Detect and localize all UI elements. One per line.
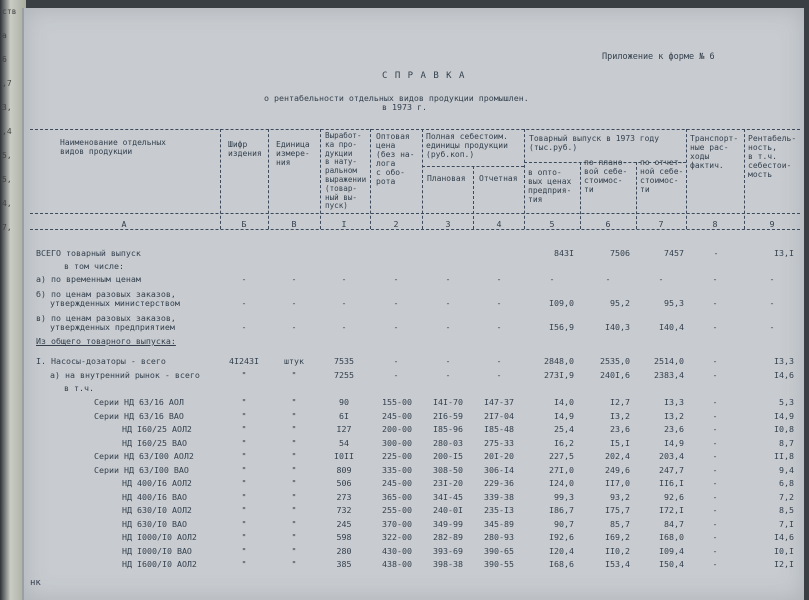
row-cell-c4: 275-33 bbox=[484, 437, 514, 448]
row-cell-unit: " bbox=[291, 532, 297, 542]
row-cell-c3: 398-38 bbox=[433, 559, 463, 569]
row-cell-c2: 430-00 bbox=[382, 545, 412, 556]
row-cell-c4: 345-89 bbox=[484, 518, 514, 529]
row-cell-c2: 255-00 bbox=[382, 505, 412, 515]
row-cell-c5: 227,5 bbox=[549, 451, 574, 461]
row-cell-c5: I86,7 bbox=[549, 505, 574, 515]
row-cell-c1: 6I bbox=[339, 410, 349, 421]
col-divider bbox=[220, 129, 221, 229]
total-c5: 843I bbox=[554, 248, 574, 258]
document-title: С П Р А В К А bbox=[382, 71, 466, 81]
row-cell-c3: 393-69 bbox=[433, 545, 463, 556]
dash-cell: - bbox=[496, 322, 502, 332]
index-cell: 5 bbox=[549, 219, 555, 229]
row-cell-code: " bbox=[241, 464, 247, 475]
row-cell-c7: II6,I bbox=[659, 478, 684, 488]
index-cell: 9 bbox=[769, 219, 775, 229]
row-cell-c4: 280-93 bbox=[484, 532, 514, 542]
row-cell-c7: 23,6 bbox=[664, 424, 684, 434]
domestic-unit: " bbox=[291, 370, 297, 380]
edge-fragment: 6 bbox=[2, 55, 7, 64]
row-cell-code: " bbox=[241, 491, 247, 502]
row-cell-c7: I4,9 bbox=[664, 437, 684, 448]
row-cell-c8: - bbox=[712, 451, 718, 461]
ministry-c7: 95,3 bbox=[664, 298, 684, 308]
dash-cell: - bbox=[393, 370, 399, 380]
row-cell-c4: 390-55 bbox=[484, 559, 514, 569]
row-cell-c2: 245-00 bbox=[382, 478, 412, 488]
dash-cell: - bbox=[341, 298, 347, 308]
row-cell-unit: " bbox=[291, 451, 297, 461]
row-cell-c3: 240-0I bbox=[433, 505, 463, 515]
total-output-label: ВСЕГО товарный выпуск bbox=[36, 248, 141, 258]
edge-fragment: 7, bbox=[2, 223, 12, 232]
col-header-output-group: Товарный выпуск в 1973 году (тыс.руб.) bbox=[529, 134, 660, 152]
row-cell-c1: 732 bbox=[336, 505, 352, 515]
appendix-note: Приложение к форме № 6 bbox=[602, 52, 715, 62]
col-header-9: Рентабель- ность, в т.ч. себестои- мость bbox=[748, 134, 797, 179]
row-cell-c6: 23,6 bbox=[610, 424, 630, 434]
dash-cell: - bbox=[241, 298, 247, 308]
row-cell-c1: 273 bbox=[336, 491, 352, 502]
edge-fragment: 5, bbox=[2, 175, 12, 184]
row-cell-unit: " bbox=[291, 505, 297, 515]
dash-cell: - bbox=[241, 274, 247, 284]
row-cell-c3: I4I-70 bbox=[433, 397, 463, 407]
row-cell-code: " bbox=[241, 424, 247, 434]
col-divider bbox=[580, 162, 581, 229]
row-cell-c2: 300-00 bbox=[382, 437, 412, 448]
row-cell-c8: - bbox=[712, 518, 718, 529]
row-product-name: НД I60/25 АОЛ2 bbox=[122, 424, 192, 434]
total-c7: 7457 bbox=[664, 248, 684, 258]
row-cell-c1: 54 bbox=[339, 437, 349, 448]
dash-cell: - bbox=[496, 274, 502, 284]
pumps-c7: 2514,0 bbox=[654, 356, 684, 366]
edge-fragment: 5, bbox=[2, 151, 12, 160]
row-cell-c7: I68,0 bbox=[659, 532, 684, 542]
row-cell-c3: 308-50 bbox=[433, 464, 463, 475]
row-cell-c1: 809 bbox=[336, 464, 352, 475]
row-cell-c9: I4,9 bbox=[774, 410, 794, 421]
col-header-8: Транспорт- ные рас- ходы фактич. bbox=[690, 134, 739, 170]
index-cell: 8 bbox=[712, 219, 718, 229]
row-cell-c8: - bbox=[712, 532, 718, 542]
row-cell-c9: 6,8 bbox=[779, 478, 794, 488]
total-c8: - bbox=[713, 248, 719, 258]
row-cell-c1: 598 bbox=[336, 532, 352, 542]
row-cell-unit: " bbox=[291, 410, 297, 421]
row-cell-c6: II7,0 bbox=[605, 478, 630, 488]
row-cell-c6: 202,4 bbox=[605, 451, 630, 461]
row-cell-c5: 90,7 bbox=[554, 518, 574, 529]
header-bottom-rule bbox=[30, 213, 800, 214]
dash-cell: - bbox=[393, 322, 399, 332]
row-cell-c6: I2,7 bbox=[610, 397, 630, 407]
dash-cell: - bbox=[712, 298, 718, 308]
row-cell-c7: I3,3 bbox=[664, 397, 684, 407]
row-product-name: Серии НД 63/16 АОЛ bbox=[94, 397, 184, 407]
row-cell-c2: 438-00 bbox=[382, 559, 412, 569]
dash-cell: - bbox=[393, 274, 399, 284]
ministry-prices-label: б) по ценам разовых заказов, bbox=[36, 289, 176, 299]
row-cell-c3: 282-89 bbox=[433, 532, 463, 542]
edge-fragment: а bbox=[2, 31, 7, 40]
row-product-name: НД 400/I6 АОЛ2 bbox=[122, 478, 192, 488]
dash-cell: - bbox=[445, 298, 451, 308]
row-product-name: Серии НД 63/I00 ВАО bbox=[94, 464, 189, 475]
pumps-code: 4I243I bbox=[229, 356, 259, 366]
domestic-c9: I4,6 bbox=[774, 370, 794, 380]
row-cell-c7: I09,4 bbox=[659, 545, 684, 556]
row-cell-c8: - bbox=[712, 397, 718, 407]
row-cell-c3: 200-I5 bbox=[433, 451, 463, 461]
row-cell-c8: - bbox=[712, 505, 718, 515]
row-cell-c5: I24,0 bbox=[549, 478, 574, 488]
row-product-name: НД I000/I0 АОЛ2 bbox=[122, 532, 197, 542]
dash-cell: - bbox=[605, 274, 611, 284]
row-cell-c8: - bbox=[712, 424, 718, 434]
dash-cell: - bbox=[445, 370, 451, 380]
row-cell-c1: I27 bbox=[336, 424, 352, 434]
row-cell-c7: 203,4 bbox=[659, 451, 684, 461]
row-cell-unit: " bbox=[291, 491, 297, 502]
total-c9: I3,I bbox=[774, 248, 794, 258]
col-header-3: Плановая bbox=[427, 174, 466, 183]
row-cell-c1: 280 bbox=[336, 545, 352, 556]
enterprise-c5: I56,9 bbox=[549, 322, 574, 332]
col-header-6: по плано- вой себе- стоимос- ти bbox=[584, 158, 628, 194]
index-cell: 3 bbox=[445, 219, 451, 229]
row-cell-c8: - bbox=[712, 545, 718, 556]
dash-cell: - bbox=[445, 274, 451, 284]
row-cell-c5: 99,3 bbox=[554, 491, 574, 502]
dash-cell: - bbox=[496, 370, 502, 380]
row-cell-c4: 229-36 bbox=[484, 478, 514, 488]
index-cell: 6 bbox=[605, 219, 611, 229]
row-cell-c4: I47-37 bbox=[484, 397, 514, 407]
row-cell-c9: 8,5 bbox=[779, 505, 794, 515]
dash-cell: - bbox=[658, 274, 664, 284]
row-cell-c4: 20I-20 bbox=[484, 451, 514, 461]
including-short-label: в т.ч. bbox=[64, 383, 94, 393]
row-cell-c8: - bbox=[712, 437, 718, 448]
col-divider bbox=[636, 162, 637, 229]
pumps-total-label: I. Насосы-дозаторы - всего bbox=[36, 356, 166, 366]
row-cell-c1: 506 bbox=[336, 478, 352, 488]
table-top-rule bbox=[30, 129, 800, 130]
row-cell-c4: 306-I4 bbox=[484, 464, 514, 475]
row-cell-c6: I5,I bbox=[610, 437, 630, 448]
row-cell-code: " bbox=[241, 397, 247, 407]
row-cell-c7: I3,2 bbox=[664, 410, 684, 421]
row-cell-c4: I85-48 bbox=[484, 424, 514, 434]
row-cell-c2: 365-00 bbox=[382, 491, 412, 502]
row-cell-c6: I69,2 bbox=[605, 532, 630, 542]
row-cell-c5: 27I,0 bbox=[549, 464, 574, 475]
row-cell-c8: - bbox=[712, 410, 718, 421]
dash-cell: - bbox=[291, 298, 297, 308]
row-cell-c9: 5,3 bbox=[779, 397, 794, 407]
row-cell-unit: " bbox=[291, 464, 297, 475]
enterprise-c6: I40,3 bbox=[605, 322, 630, 332]
row-cell-c9: I0,I bbox=[774, 545, 794, 556]
edge-fragment: 4, bbox=[2, 199, 12, 208]
row-cell-code: " bbox=[241, 518, 247, 529]
enterprise-prices-label: в) по ценам разовых заказов, bbox=[36, 313, 176, 323]
row-cell-c8: - bbox=[712, 559, 718, 569]
row-cell-c9: 7,I bbox=[779, 518, 794, 529]
from-total-heading: Из общего товарного выпуска: bbox=[36, 336, 176, 346]
domestic-c8: - bbox=[712, 370, 718, 380]
document-subtitle: о рентабельности отдельных видов продукции промышлен. bbox=[264, 93, 529, 103]
row-cell-c4: 339-38 bbox=[484, 491, 514, 502]
row-cell-c5: 25,4 bbox=[554, 424, 574, 434]
col-divider bbox=[744, 129, 745, 229]
index-cell: А bbox=[121, 219, 127, 229]
col-divider bbox=[686, 129, 687, 229]
col-header-unit: Единица измере- ния bbox=[276, 140, 310, 167]
row-cell-code: " bbox=[241, 437, 247, 448]
dash-cell: - bbox=[291, 322, 297, 332]
row-cell-c5: I20,4 bbox=[549, 545, 574, 556]
domestic-c5: 273I,9 bbox=[544, 370, 574, 380]
row-cell-c6: 85,7 bbox=[610, 518, 630, 529]
dash-cell: - bbox=[769, 322, 775, 332]
row-cell-c5: I4,9 bbox=[554, 410, 574, 421]
col-divider bbox=[370, 129, 371, 229]
row-product-name: НД I600/I0 АОЛ2 bbox=[122, 559, 197, 569]
dash-cell: - bbox=[769, 274, 775, 284]
row-cell-c2: 200-00 bbox=[382, 424, 412, 434]
row-cell-c5: I6,2 bbox=[554, 437, 574, 448]
row-cell-code: " bbox=[241, 505, 247, 515]
edge-fragment: 3, bbox=[2, 103, 12, 112]
row-cell-c8: - bbox=[712, 478, 718, 488]
dash-cell: - bbox=[393, 356, 399, 366]
domestic-code: " bbox=[241, 370, 247, 380]
row-cell-c8: - bbox=[712, 464, 718, 475]
col-header-7: по отчет- ной себе- стоимос- ти bbox=[640, 158, 684, 194]
row-product-name: НД I60/25 ВАО bbox=[122, 437, 187, 448]
row-cell-c6: 249,6 bbox=[605, 464, 630, 475]
row-cell-c2: 322-00 bbox=[382, 532, 412, 542]
row-cell-c2: 370-00 bbox=[382, 518, 412, 529]
row-cell-c1: 385 bbox=[336, 559, 352, 569]
row-cell-code: " bbox=[241, 545, 247, 556]
pumps-c8: - bbox=[712, 356, 718, 366]
row-cell-c9: 7,2 bbox=[779, 491, 794, 502]
col-divider bbox=[268, 129, 269, 229]
row-cell-c3: 280-03 bbox=[433, 437, 463, 448]
row-cell-c3: 349-99 bbox=[433, 518, 463, 529]
domestic-c7: 2383,4 bbox=[654, 370, 684, 380]
col-header-code: Шифр издения bbox=[228, 140, 262, 158]
pumps-c9: I3,3 bbox=[774, 356, 794, 366]
index-cell: 2 bbox=[393, 219, 399, 229]
row-cell-c4: 235-I3 bbox=[484, 505, 514, 515]
col-divider bbox=[524, 129, 525, 229]
row-cell-c5: I68,6 bbox=[549, 559, 574, 569]
including-label: в том числе: bbox=[64, 261, 124, 271]
dash-cell: - bbox=[341, 274, 347, 284]
row-product-name: НД 630/I0 ВАО bbox=[122, 518, 187, 529]
col-header-4: Отчетная bbox=[479, 174, 518, 183]
row-product-name: НД 630/I0 АОЛ2 bbox=[122, 505, 192, 515]
pumps-c6: 2535,0 bbox=[600, 356, 630, 366]
row-cell-c6: I3,2 bbox=[610, 410, 630, 421]
row-cell-c5: I92,6 bbox=[549, 532, 574, 542]
domestic-market-label: а) на внутренний рынок - всего bbox=[50, 370, 200, 380]
row-cell-c1: 90 bbox=[339, 397, 349, 407]
footer-initials: нк bbox=[30, 578, 41, 588]
ministry-c5: I09,0 bbox=[549, 298, 574, 308]
edge-fragment: ,7 bbox=[2, 79, 12, 88]
row-cell-c4: 390-65 bbox=[484, 545, 514, 556]
row-cell-c9: I2,I bbox=[774, 559, 794, 569]
row-cell-c3: 34I-45 bbox=[433, 491, 463, 502]
enterprise-prices-label-2: утвержденных предприятием bbox=[50, 322, 175, 332]
edge-fragment: ,4 bbox=[2, 127, 12, 136]
row-product-name: НД I000/I0 ВАО bbox=[122, 545, 192, 556]
row-cell-unit: " bbox=[291, 559, 297, 569]
temp-prices-label: а) по временным ценам bbox=[36, 274, 141, 284]
row-cell-code: " bbox=[241, 478, 247, 488]
col-header-cost-group: Полная себестоим. единицы продукции (руб.коп.) bbox=[426, 132, 508, 159]
pumps-unit: штук bbox=[284, 356, 304, 366]
pumps-c1: 7535 bbox=[334, 356, 354, 366]
row-cell-c3: 23I-20 bbox=[433, 478, 463, 488]
dash-cell: - bbox=[445, 356, 451, 366]
index-cell: В bbox=[291, 219, 297, 229]
pumps-c5: 2848,0 bbox=[544, 356, 574, 366]
row-cell-c9: I4,6 bbox=[774, 532, 794, 542]
row-cell-c2: 245-00 bbox=[382, 410, 412, 421]
index-row-rule bbox=[30, 229, 800, 230]
dash-cell: - bbox=[496, 298, 502, 308]
row-cell-c1: I0II bbox=[334, 451, 354, 461]
row-cell-c7: 247,7 bbox=[659, 464, 684, 475]
col-divider bbox=[422, 129, 423, 229]
row-cell-c9: I0,8 bbox=[774, 424, 794, 434]
row-cell-c6: I75,7 bbox=[605, 505, 630, 515]
dash-cell: - bbox=[712, 322, 718, 332]
col-divider bbox=[320, 129, 321, 229]
row-cell-c4: 2I7-04 bbox=[484, 410, 514, 421]
col-header-1: Выработ- ка про- дукции в нату- ральном выражении (товар- ный вы- пуск) bbox=[325, 131, 367, 211]
dash-cell: - bbox=[341, 322, 347, 332]
dash-cell: - bbox=[496, 356, 502, 366]
document-year: в 1973 г. bbox=[382, 102, 427, 112]
dash-cell: - bbox=[712, 274, 718, 284]
domestic-c6: 240I,6 bbox=[600, 370, 630, 380]
enterprise-c7: I40,4 bbox=[659, 322, 684, 332]
row-cell-c7: I72,I bbox=[659, 505, 684, 515]
col-header-5: в опто- вых ценах предприя- тия bbox=[528, 168, 572, 204]
row-cell-c9: 9,4 bbox=[779, 464, 794, 475]
row-cell-c2: 225-00 bbox=[382, 451, 412, 461]
dash-cell: - bbox=[291, 274, 297, 284]
row-cell-c9: 8,7 bbox=[779, 437, 794, 448]
edge-fragment: ств bbox=[2, 7, 17, 16]
row-product-name: Серии НД 63/16 ВАО bbox=[94, 410, 184, 421]
row-cell-c3: I85-96 bbox=[433, 424, 463, 434]
row-cell-c6: II0,2 bbox=[605, 545, 630, 556]
row-cell-code: " bbox=[241, 532, 247, 542]
row-cell-c2: 335-00 bbox=[382, 464, 412, 475]
dash-cell: - bbox=[769, 298, 775, 308]
row-cell-unit: " bbox=[291, 545, 297, 556]
domestic-c1: 7255 bbox=[334, 370, 354, 380]
col-header-name: Наименование отдельных видов продукции bbox=[60, 138, 166, 156]
ministry-c6: 95,2 bbox=[610, 298, 630, 308]
total-c6: 7506 bbox=[610, 248, 630, 258]
row-cell-c2: 155-00 bbox=[382, 397, 412, 407]
row-cell-c7: 92,6 bbox=[664, 491, 684, 502]
row-cell-c9: II,8 bbox=[774, 451, 794, 461]
dash-cell: - bbox=[241, 322, 247, 332]
row-cell-c5: I4,0 bbox=[554, 397, 574, 407]
row-product-name: Серии НД 63/I00 АОЛ2 bbox=[94, 451, 194, 461]
col-header-2: Оптовая цена (без на- лога с обо- рота bbox=[376, 132, 415, 186]
row-cell-c6: I53,4 bbox=[605, 559, 630, 569]
row-cell-unit: " bbox=[291, 437, 297, 448]
index-cell: Б bbox=[241, 219, 247, 229]
row-cell-c8: - bbox=[712, 491, 718, 502]
row-cell-code: " bbox=[241, 410, 247, 421]
dash-cell: - bbox=[445, 322, 451, 332]
row-cell-code: " bbox=[241, 451, 247, 461]
row-cell-c1: 245 bbox=[336, 518, 352, 529]
row-cell-c6: 93,2 bbox=[610, 491, 630, 502]
dash-cell: - bbox=[549, 274, 555, 284]
row-cell-unit: " bbox=[291, 397, 297, 407]
index-cell: 4 bbox=[496, 219, 502, 229]
row-cell-unit: " bbox=[291, 424, 297, 434]
dash-cell: - bbox=[393, 298, 399, 308]
index-cell: I bbox=[341, 219, 347, 229]
row-cell-c7: I50,4 bbox=[659, 559, 684, 569]
document-page bbox=[22, 8, 804, 600]
index-cell: 7 bbox=[658, 219, 664, 229]
row-cell-unit: " bbox=[291, 478, 297, 488]
row-cell-c7: 84,7 bbox=[664, 518, 684, 529]
row-cell-unit: " bbox=[291, 518, 297, 529]
col-divider bbox=[473, 166, 474, 229]
row-cell-c3: 2I6-59 bbox=[433, 410, 463, 421]
ministry-prices-label-2: утвержденных министерством bbox=[50, 298, 180, 308]
row-product-name: НД 400/I6 ВАО bbox=[122, 491, 187, 502]
row-cell-code: " bbox=[241, 559, 247, 569]
